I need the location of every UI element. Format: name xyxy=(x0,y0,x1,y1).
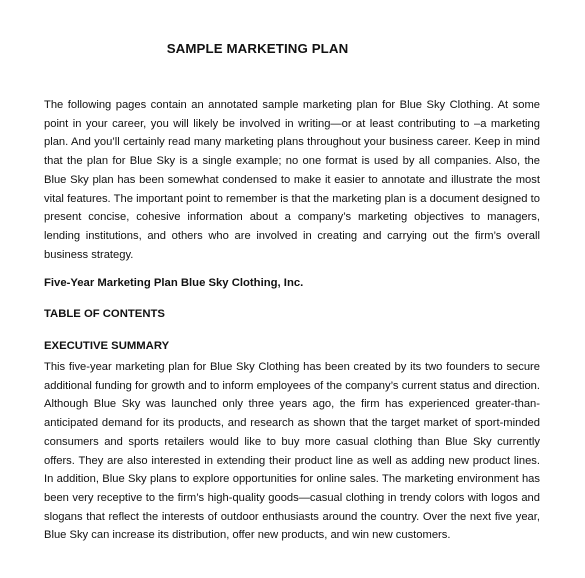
toc-heading: TABLE OF CONTENTS xyxy=(44,308,165,320)
intro-paragraph: The following pages contain an annotated sample marketing plan for Blue Sky Clothing. At some point in your career, you will likely be involved in writing—or at least contributing to –a marketing plan. And you’ll certainly read many marketing plans throughout your business career. Keep in mind that the plan for Blue Sky is a single example; no one format is used by all companies. Also, the Blue Sky plan has been somewhat condensed to make it easier to annotate and illustrate the most vital features. The important point to remember is that the marketing plan is a document designed to present concise, cohesive information about a company’s marketing objectives to managers, lending institutions, and others who are involved in creating and carrying out the firm’s overall business strategy. xyxy=(44,99,540,261)
plan-heading: Five-Year Marketing Plan Blue Sky Clothing, Inc. xyxy=(44,277,304,289)
document-title: SAMPLE MARKETING PLAN xyxy=(166,41,349,56)
executive-summary-paragraph: This five-year marketing plan for Blue Sky Clothing has been created by its two founders to secure additional funding for growth and to inform employees of the company’s current status and direction. Although Blue Sky was launched only three years ago, the firm has experienced greater-than-anticipated demand for its products, and research as shown that the target market of sport-minded consumers and sports retailers would like to buy more casual clothing than Blue Sky currently offers. They are also interested in extending their product line as well as adding new product lines. In addition, Blue Sky plans to explore opportunities for online sales. The marketing environment has been very receptive to the firm’s high-quality goods—casual clothing in trendy colors with logos and slogans that reflect the interests of outdoor enthusiasts around the country. Over the next five year, Blue Sky can increase its distribution, offer new products, and win new customers. xyxy=(44,361,540,542)
executive-summary-heading: EXECUTIVE SUMMARY xyxy=(44,340,170,352)
